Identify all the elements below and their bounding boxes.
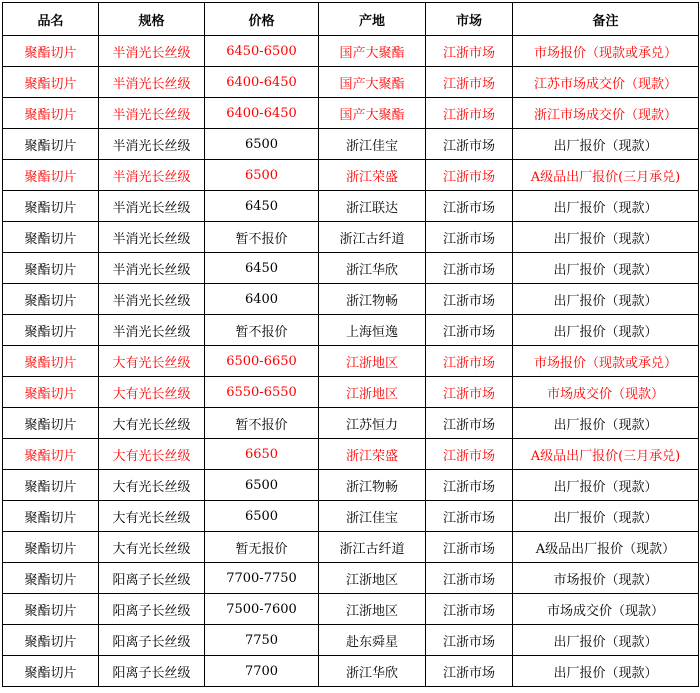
cell-specification: 半消光长丝级 (99, 160, 205, 191)
cell-product-name: 聚酯切片 (3, 656, 99, 687)
cell-price: 6500 (205, 129, 319, 160)
cell-price: 6450-6500 (205, 36, 319, 67)
cell-origin: 浙江古纤道 (319, 222, 426, 253)
cell-specification: 大有光长丝级 (99, 377, 205, 408)
table-row (3, 377, 699, 408)
cell-price: 6550-6550 (205, 377, 319, 408)
cell-specification: 大有光长丝级 (99, 408, 205, 439)
cell-origin: 江浙地区 (319, 563, 426, 594)
cell-remarks: 出厂报价（现款） (513, 222, 699, 253)
cell-remarks: 出厂报价（现款） (513, 315, 699, 346)
cell-remarks: 市场成交价（现款） (513, 594, 699, 625)
table-row (3, 222, 699, 253)
cell-origin: 江浙地区 (319, 594, 426, 625)
cell-specification: 半消光长丝级 (99, 98, 205, 129)
cell-market: 江浙市场 (426, 346, 513, 377)
cell-market: 江浙市场 (426, 625, 513, 656)
cell-origin: 国产大聚酯 (319, 36, 426, 67)
cell-price: 6400-6450 (205, 67, 319, 98)
table-row (3, 67, 699, 98)
cell-market: 江浙市场 (426, 501, 513, 532)
table-row (3, 656, 699, 687)
cell-price: 6500 (205, 501, 319, 532)
cell-product-name: 聚酯切片 (3, 160, 99, 191)
cell-price: 6650 (205, 439, 319, 470)
cell-market: 江浙市场 (426, 253, 513, 284)
cell-specification: 大有光长丝级 (99, 532, 205, 563)
cell-product-name: 聚酯切片 (3, 253, 99, 284)
table-row (3, 284, 699, 315)
cell-specification: 半消光长丝级 (99, 222, 205, 253)
cell-remarks: 市场报价（现款） (513, 563, 699, 594)
cell-product-name: 聚酯切片 (3, 594, 99, 625)
cell-origin: 浙江佳宝 (319, 501, 426, 532)
table-header (3, 3, 699, 36)
cell-origin: 江浙地区 (319, 346, 426, 377)
table-row (3, 501, 699, 532)
cell-remarks: A级品出厂报价(三月承兑) (513, 439, 699, 470)
cell-origin: 浙江物畅 (319, 470, 426, 501)
table-row (3, 625, 699, 656)
cell-specification: 阳离子长丝级 (99, 656, 205, 687)
cell-market: 江浙市场 (426, 284, 513, 315)
cell-remarks: 江苏市场成交价（现款） (513, 67, 699, 98)
cell-market: 江浙市场 (426, 377, 513, 408)
cell-product-name: 聚酯切片 (3, 284, 99, 315)
header-price: 价格 (205, 3, 319, 36)
table-row (3, 532, 699, 563)
cell-market: 江浙市场 (426, 656, 513, 687)
cell-product-name: 聚酯切片 (3, 222, 99, 253)
cell-product-name: 聚酯切片 (3, 98, 99, 129)
table-row (3, 439, 699, 470)
cell-market: 江浙市场 (426, 98, 513, 129)
cell-origin: 浙江华欣 (319, 253, 426, 284)
header-remarks: 备注 (513, 3, 699, 36)
cell-product-name: 聚酯切片 (3, 346, 99, 377)
cell-market: 江浙市场 (426, 315, 513, 346)
cell-product-name: 聚酯切片 (3, 67, 99, 98)
cell-origin: 浙江荣盛 (319, 160, 426, 191)
cell-origin: 浙江佳宝 (319, 129, 426, 160)
table-row (3, 160, 699, 191)
cell-specification: 大有光长丝级 (99, 501, 205, 532)
cell-specification: 半消光长丝级 (99, 253, 205, 284)
cell-price: 暂不报价 (205, 315, 319, 346)
cell-origin: 国产大聚酯 (319, 98, 426, 129)
cell-remarks: 出厂报价（现款） (513, 284, 699, 315)
cell-price: 7750 (205, 625, 319, 656)
cell-market: 江浙市场 (426, 470, 513, 501)
cell-remarks: A级品出厂报价（现款） (513, 532, 699, 563)
cell-remarks: 市场成交价（现款） (513, 377, 699, 408)
cell-origin: 浙江物畅 (319, 284, 426, 315)
header-market: 市场 (426, 3, 513, 36)
cell-product-name: 聚酯切片 (3, 129, 99, 160)
cell-price: 暂无报价 (205, 532, 319, 563)
cell-remarks: 浙江市场成交价（现款） (513, 98, 699, 129)
table-row (3, 129, 699, 160)
cell-remarks: 市场报价（现款或承兑） (513, 346, 699, 377)
cell-price: 7700 (205, 656, 319, 687)
price-table (2, 2, 699, 687)
cell-market: 江浙市场 (426, 563, 513, 594)
cell-price: 6450 (205, 253, 319, 284)
cell-price: 6500-6650 (205, 346, 319, 377)
cell-specification: 半消光长丝级 (99, 315, 205, 346)
cell-product-name: 聚酯切片 (3, 36, 99, 67)
table-row (3, 191, 699, 222)
cell-market: 江浙市场 (426, 67, 513, 98)
table-row (3, 315, 699, 346)
cell-remarks: 出厂报价（现款） (513, 408, 699, 439)
cell-product-name: 聚酯切片 (3, 377, 99, 408)
cell-market: 江浙市场 (426, 532, 513, 563)
cell-product-name: 聚酯切片 (3, 563, 99, 594)
header-row (3, 3, 699, 36)
cell-product-name: 聚酯切片 (3, 408, 99, 439)
cell-specification: 阳离子长丝级 (99, 563, 205, 594)
cell-remarks: 出厂报价（现款） (513, 253, 699, 284)
table-row (3, 594, 699, 625)
table-row (3, 408, 699, 439)
cell-market: 江浙市场 (426, 36, 513, 67)
cell-price: 6450 (205, 191, 319, 222)
cell-product-name: 聚酯切片 (3, 470, 99, 501)
cell-market: 江浙市场 (426, 439, 513, 470)
cell-market: 江浙市场 (426, 222, 513, 253)
table-row (3, 563, 699, 594)
cell-market: 江浙市场 (426, 191, 513, 222)
cell-specification: 半消光长丝级 (99, 67, 205, 98)
table-row (3, 346, 699, 377)
cell-market: 江浙市场 (426, 129, 513, 160)
cell-remarks: 出厂报价（现款） (513, 191, 699, 222)
cell-remarks: 市场报价（现款或承兑） (513, 36, 699, 67)
cell-origin: 上海恒逸 (319, 315, 426, 346)
header-product-name: 品名 (3, 3, 99, 36)
cell-origin: 国产大聚酯 (319, 67, 426, 98)
cell-remarks: 出厂报价（现款） (513, 129, 699, 160)
cell-product-name: 聚酯切片 (3, 532, 99, 563)
cell-price: 7700-7750 (205, 563, 319, 594)
cell-price: 6500 (205, 470, 319, 501)
cell-origin: 江苏恒力 (319, 408, 426, 439)
table-row (3, 253, 699, 284)
cell-remarks: 出厂报价（现款） (513, 470, 699, 501)
cell-price: 6400-6450 (205, 98, 319, 129)
cell-specification: 半消光长丝级 (99, 129, 205, 160)
cell-market: 江浙市场 (426, 160, 513, 191)
cell-product-name: 聚酯切片 (3, 501, 99, 532)
table-row (3, 470, 699, 501)
cell-price: 暂不报价 (205, 408, 319, 439)
cell-specification: 大有光长丝级 (99, 439, 205, 470)
cell-price: 7500-7600 (205, 594, 319, 625)
cell-market: 江浙市场 (426, 408, 513, 439)
cell-price: 6500 (205, 160, 319, 191)
cell-origin: 浙江古纤道 (319, 532, 426, 563)
cell-remarks: 出厂报价（现款） (513, 625, 699, 656)
cell-price: 6400 (205, 284, 319, 315)
cell-remarks: A级品出厂报价(三月承兑) (513, 160, 699, 191)
table-row (3, 36, 699, 67)
cell-origin: 江浙地区 (319, 377, 426, 408)
cell-origin: 赴东舜星 (319, 625, 426, 656)
cell-product-name: 聚酯切片 (3, 191, 99, 222)
cell-origin: 浙江华欣 (319, 656, 426, 687)
cell-specification: 半消光长丝级 (99, 36, 205, 67)
cell-origin: 浙江联达 (319, 191, 426, 222)
table-row (3, 98, 699, 129)
cell-remarks: 出厂报价（现款） (513, 501, 699, 532)
table-body (3, 36, 699, 687)
cell-product-name: 聚酯切片 (3, 439, 99, 470)
cell-remarks: 出厂报价（现款） (513, 656, 699, 687)
cell-product-name: 聚酯切片 (3, 625, 99, 656)
cell-specification: 阳离子长丝级 (99, 594, 205, 625)
cell-specification: 半消光长丝级 (99, 191, 205, 222)
cell-specification: 阳离子长丝级 (99, 625, 205, 656)
cell-specification: 大有光长丝级 (99, 346, 205, 377)
cell-product-name: 聚酯切片 (3, 315, 99, 346)
cell-market: 江浙市场 (426, 594, 513, 625)
cell-specification: 大有光长丝级 (99, 470, 205, 501)
cell-origin: 浙江荣盛 (319, 439, 426, 470)
cell-price: 暂不报价 (205, 222, 319, 253)
header-specification: 规格 (99, 3, 205, 36)
cell-specification: 半消光长丝级 (99, 284, 205, 315)
header-origin: 产地 (319, 3, 426, 36)
